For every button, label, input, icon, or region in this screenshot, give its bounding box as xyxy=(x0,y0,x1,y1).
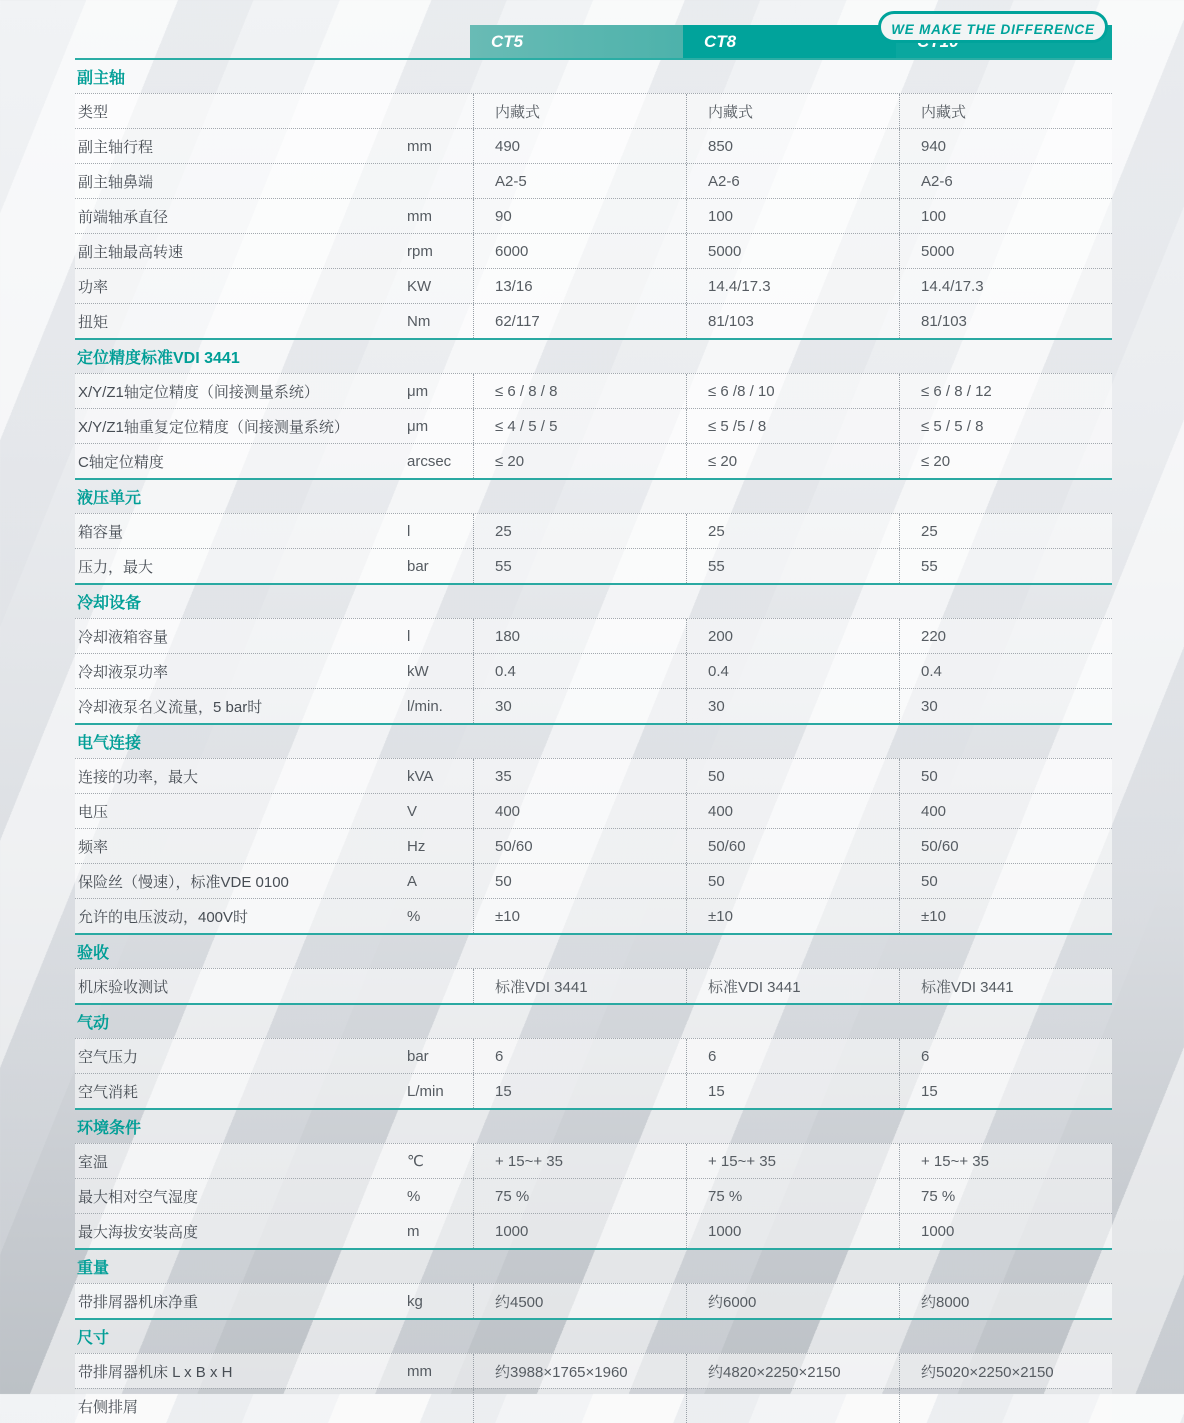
row-label: 副主轴鼻端 xyxy=(78,173,154,191)
row-label: 冷却液箱容量 xyxy=(78,628,169,646)
row-label: 右侧排屑 xyxy=(78,1398,139,1416)
cell-value: 62/117 xyxy=(473,304,686,338)
cell-value: ≤ 5 / 5 / 8 xyxy=(899,409,1112,443)
spec-section xyxy=(75,1250,1112,1320)
row-unit: % xyxy=(407,907,421,925)
row-label: 空气消耗 xyxy=(78,1083,139,1101)
cell-value: 100 xyxy=(686,199,899,233)
cell-value: 5000 xyxy=(686,234,899,268)
cell-value: 50 xyxy=(899,759,1112,793)
table-row xyxy=(75,198,1112,233)
row-unit: rpm xyxy=(407,242,433,260)
column-header-ct5 xyxy=(470,25,683,58)
cell-value: 25 xyxy=(899,514,1112,548)
cell-value: 15 xyxy=(899,1074,1112,1108)
cell-value: 81/103 xyxy=(899,304,1112,338)
section-title: 液压单元 xyxy=(77,490,142,507)
cell-value: 81/103 xyxy=(686,304,899,338)
cell-value: 标准VDI 3441 xyxy=(473,969,686,1003)
table-row xyxy=(75,163,1112,198)
cell-value: 50/60 xyxy=(473,829,686,863)
brand-slogan-badge xyxy=(878,11,1108,43)
row-label: 冷却液泵名义流量，5 bar时 xyxy=(78,698,263,716)
cell-value: 内藏式 xyxy=(899,94,1112,128)
cell-value: 400 xyxy=(686,794,899,828)
table-row xyxy=(75,618,1112,653)
cell-value: 约8000 xyxy=(899,1284,1112,1318)
row-label: 允许的电压波动，400V时 xyxy=(78,908,249,926)
cell-value: 55 xyxy=(899,549,1112,583)
spec-section xyxy=(75,340,1112,480)
row-unit: ℃ xyxy=(407,1153,424,1170)
row-unit: mm xyxy=(407,1362,432,1380)
cell-value: 内藏式 xyxy=(473,94,686,128)
row-unit: V xyxy=(407,802,418,820)
cell-value: A2-6 xyxy=(899,164,1112,198)
table-row xyxy=(75,233,1112,268)
section-title: 冷却设备 xyxy=(77,595,142,612)
section-title: 电气连接 xyxy=(77,735,142,752)
cell-value: 约3988×1765×1960 xyxy=(473,1354,686,1388)
cell-value: 30 xyxy=(686,689,899,723)
cell-value: 0.4 xyxy=(473,654,686,688)
row-unit: m xyxy=(407,1222,420,1240)
table-row xyxy=(75,1143,1112,1178)
cell-value: 约6000 xyxy=(686,1284,899,1318)
cell-value: ≤ 20 xyxy=(473,444,686,478)
spec-section xyxy=(75,60,1112,340)
row-unit: μm xyxy=(407,382,429,400)
row-unit: l xyxy=(407,522,411,540)
cell-value: 200 xyxy=(686,619,899,653)
row-label: 室温 xyxy=(78,1153,109,1171)
cell-value: 400 xyxy=(899,794,1112,828)
row-unit: KW xyxy=(407,277,432,295)
cell-value: ≤ 6 /8 / 10 xyxy=(686,374,899,408)
row-label: 最大相对空气湿度 xyxy=(78,1188,199,1206)
cell-value: 25 xyxy=(686,514,899,548)
row-unit: arcsec xyxy=(407,452,452,470)
cell-value: 25 xyxy=(473,514,686,548)
cell-value: ≤ 6 / 8 / 8 xyxy=(473,374,686,408)
cell-value: 6 xyxy=(686,1039,899,1073)
table-row xyxy=(75,1178,1112,1213)
row-unit xyxy=(407,1389,473,1423)
table-row xyxy=(75,688,1112,723)
cell-value: 约4500 xyxy=(473,1284,686,1318)
row-label: 扭矩 xyxy=(78,313,109,331)
cell-value: A2-6 xyxy=(686,164,899,198)
row-unit: bar xyxy=(407,557,429,575)
row-unit: kg xyxy=(407,1292,423,1310)
cell-value: 15 xyxy=(686,1074,899,1108)
section-title: 验收 xyxy=(77,945,110,962)
row-unit: μm xyxy=(407,417,429,435)
cell-value xyxy=(686,1389,899,1423)
spec-section xyxy=(75,585,1112,725)
cell-value: ≤ 20 xyxy=(899,444,1112,478)
spec-section xyxy=(75,935,1112,1005)
cell-value: 50 xyxy=(473,864,686,898)
cell-value: 0.4 xyxy=(899,654,1112,688)
row-unit: Nm xyxy=(407,312,431,330)
row-unit xyxy=(407,164,473,198)
row-unit: % xyxy=(407,1187,421,1205)
cell-value: ±10 xyxy=(686,899,899,933)
cell-value: + 15~+ 35 xyxy=(473,1144,686,1178)
row-label: 箱容量 xyxy=(78,523,124,541)
cell-value: ≤ 20 xyxy=(686,444,899,478)
table-row xyxy=(75,653,1112,688)
table-row xyxy=(75,968,1112,1003)
row-label: 空气压力 xyxy=(78,1048,139,1066)
column-header-ct8 xyxy=(683,25,896,58)
section-title: 环境条件 xyxy=(77,1120,142,1137)
table-row xyxy=(75,1073,1112,1108)
cell-value: 100 xyxy=(899,199,1112,233)
cell-value: 0.4 xyxy=(686,654,899,688)
row-unit xyxy=(407,969,473,1003)
cell-value: 50/60 xyxy=(686,829,899,863)
cell-value: 75 % xyxy=(899,1179,1112,1213)
header-gap xyxy=(75,25,470,58)
table-row xyxy=(75,1283,1112,1318)
row-unit: A xyxy=(407,872,418,890)
table-row xyxy=(75,408,1112,443)
row-label: X/Y/Z1轴重复定位精度（间接测量系统） xyxy=(78,418,349,436)
spec-sections xyxy=(75,60,1112,1423)
table-row xyxy=(75,1038,1112,1073)
table-row xyxy=(75,548,1112,583)
row-label: 副主轴最高转速 xyxy=(78,243,184,261)
cell-value: 55 xyxy=(473,549,686,583)
column-label: CT8 xyxy=(704,31,737,51)
cell-value: 内藏式 xyxy=(686,94,899,128)
row-label: 保险丝（慢速），标准VDE 0100 xyxy=(78,873,289,891)
table-row xyxy=(75,1388,1112,1423)
cell-value: 6 xyxy=(899,1039,1112,1073)
cell-value: 35 xyxy=(473,759,686,793)
cell-value: 180 xyxy=(473,619,686,653)
row-unit: mm xyxy=(407,137,432,155)
cell-value xyxy=(473,1389,686,1423)
row-unit: L/min xyxy=(407,1082,444,1100)
row-label: 功率 xyxy=(78,278,109,296)
spec-section xyxy=(75,480,1112,585)
cell-value: 标准VDI 3441 xyxy=(686,969,899,1003)
cell-value: 75 % xyxy=(473,1179,686,1213)
table-row xyxy=(75,1353,1112,1388)
table-row xyxy=(75,758,1112,793)
section-title: 气动 xyxy=(77,1015,110,1032)
spec-table xyxy=(75,22,1112,1423)
table-row xyxy=(75,93,1112,128)
spec-section xyxy=(75,1320,1112,1423)
spec-section xyxy=(75,1110,1112,1250)
cell-value: 6 xyxy=(473,1039,686,1073)
row-label: 带排屑器机床净重 xyxy=(78,1293,199,1311)
row-label: C轴定位精度 xyxy=(78,453,164,471)
table-row xyxy=(75,898,1112,933)
cell-value: 5000 xyxy=(899,234,1112,268)
cell-value: ±10 xyxy=(899,899,1112,933)
table-row xyxy=(75,863,1112,898)
row-label: X/Y/Z1轴定位精度（间接测量系统） xyxy=(78,383,319,401)
cell-value: ≤ 5 /5 / 8 xyxy=(686,409,899,443)
cell-value: 约4820×2250×2150 xyxy=(686,1354,899,1388)
table-row xyxy=(75,513,1112,548)
cell-value: ≤ 6 / 8 / 12 xyxy=(899,374,1112,408)
section-title: 定位精度标准VDI 3441 xyxy=(77,350,240,367)
section-title: 重量 xyxy=(77,1260,110,1277)
cell-value: 标准VDI 3441 xyxy=(899,969,1112,1003)
table-row xyxy=(75,373,1112,408)
cell-value: 490 xyxy=(473,129,686,163)
table-row xyxy=(75,828,1112,863)
cell-value: + 15~+ 35 xyxy=(899,1144,1112,1178)
row-unit: kVA xyxy=(407,767,434,785)
cell-value: + 15~+ 35 xyxy=(686,1144,899,1178)
table-row xyxy=(75,128,1112,163)
table-row xyxy=(75,303,1112,338)
spec-section xyxy=(75,725,1112,935)
row-label: 冷却液泵功率 xyxy=(78,663,169,681)
table-row xyxy=(75,1213,1112,1248)
spec-section xyxy=(75,1005,1112,1110)
row-label: 类型 xyxy=(78,103,109,121)
section-title: 尺寸 xyxy=(77,1330,110,1347)
cell-value: 15 xyxy=(473,1074,686,1108)
row-unit xyxy=(407,94,473,128)
row-label: 前端轴承直径 xyxy=(78,208,169,226)
row-label: 连接的功率，最大 xyxy=(78,768,199,786)
cell-value: 50/60 xyxy=(899,829,1112,863)
table-row xyxy=(75,793,1112,828)
cell-value xyxy=(899,1389,1112,1423)
cell-value: 220 xyxy=(899,619,1112,653)
section-title: 副主轴 xyxy=(77,70,126,87)
row-unit: l/min. xyxy=(407,697,443,715)
cell-value: 30 xyxy=(899,689,1112,723)
row-unit: l xyxy=(407,627,411,645)
row-label: 带排屑器机床 L x B x H xyxy=(78,1363,233,1381)
row-label: 副主轴行程 xyxy=(78,138,154,156)
row-label: 机床验收测试 xyxy=(78,978,169,996)
cell-value: 75 % xyxy=(686,1179,899,1213)
table-row xyxy=(75,443,1112,478)
cell-value: 30 xyxy=(473,689,686,723)
cell-value: 约5020×2250×2150 xyxy=(899,1354,1112,1388)
cell-value: 400 xyxy=(473,794,686,828)
row-unit: Hz xyxy=(407,837,426,855)
cell-value: ≤ 4 / 5 / 5 xyxy=(473,409,686,443)
cell-value: 940 xyxy=(899,129,1112,163)
cell-value: 13/16 xyxy=(473,269,686,303)
cell-value: 850 xyxy=(686,129,899,163)
cell-value: 90 xyxy=(473,199,686,233)
row-unit: kW xyxy=(407,662,429,680)
cell-value: 1000 xyxy=(473,1214,686,1248)
cell-value: ±10 xyxy=(473,899,686,933)
table-row xyxy=(75,268,1112,303)
cell-value: 14.4/17.3 xyxy=(899,269,1112,303)
cell-value: A2-5 xyxy=(473,164,686,198)
cell-value: 55 xyxy=(686,549,899,583)
column-label: CT5 xyxy=(491,31,524,51)
row-label: 压力，最大 xyxy=(78,558,154,576)
row-unit: bar xyxy=(407,1047,429,1065)
cell-value: 1000 xyxy=(899,1214,1112,1248)
cell-value: 1000 xyxy=(686,1214,899,1248)
cell-value: 50 xyxy=(686,864,899,898)
cell-value: 50 xyxy=(686,759,899,793)
badge-label: WE MAKE THE DIFFERENCE xyxy=(891,22,1095,37)
cell-value: 14.4/17.3 xyxy=(686,269,899,303)
row-unit: mm xyxy=(407,207,432,225)
row-label: 电压 xyxy=(78,803,109,821)
row-label: 最大海拔安装高度 xyxy=(78,1223,199,1241)
cell-value: 50 xyxy=(899,864,1112,898)
cell-value: 6000 xyxy=(473,234,686,268)
row-label: 频率 xyxy=(78,838,109,856)
